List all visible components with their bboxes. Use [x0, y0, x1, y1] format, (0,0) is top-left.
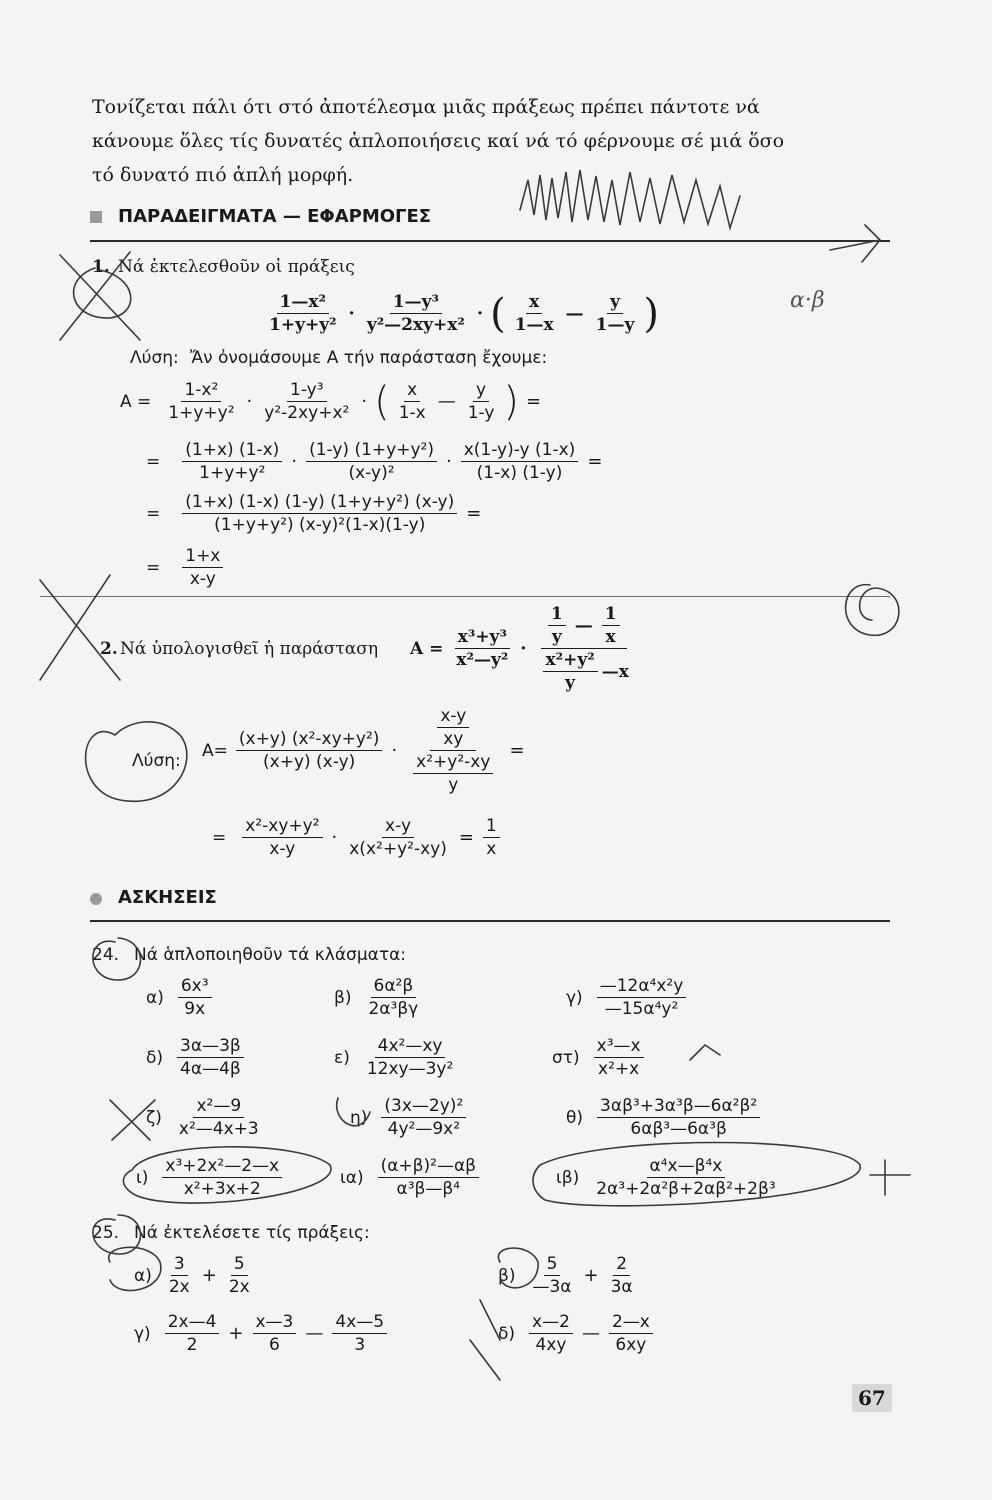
math-numerator: x—3 [253, 1312, 297, 1334]
math-denominator: 4α—4β [180, 1059, 241, 1079]
math-denominator: 1+y+y² [168, 403, 235, 423]
math-denominator: x²—y² [456, 650, 509, 670]
math-numerator: (α+β)²—αβ [378, 1156, 479, 1178]
intro-line-1: Τονίζεται πάλι ότι στό ἀποτέλεσμα μιᾶς πράξεως πρέπει πάντοτε νά [92, 96, 760, 118]
solution-step-1 [120, 380, 546, 423]
item-label: ε) [334, 1047, 350, 1068]
math-numerator: 3αβ³+3α³β—6α²β² [597, 1096, 760, 1118]
intro-line-2: κάνουμε ὅλες τίς δυνατές ἁπλοποιήσεις καί νά τό φέρνουμε σέ μιά ὅσο [92, 130, 785, 152]
exercise-24-item-g [146, 1096, 266, 1139]
solution-2-step-2 [212, 816, 504, 859]
math-operator: + [583, 1265, 599, 1286]
math-equals: = [509, 740, 525, 761]
scribble-spiral [846, 585, 899, 636]
compound-numerator [430, 706, 476, 751]
math-paren: ( [374, 378, 390, 425]
solution-step-2 [146, 440, 607, 483]
math-denominator: y²-2xy+x² [264, 403, 350, 423]
math-symbol: Α = [120, 391, 152, 412]
math-equals: = [466, 503, 482, 524]
item-label: ζ) [146, 1107, 162, 1128]
example-prompt: Νά ἐκτελεσθοῦν οἱ πράξεις [118, 257, 355, 277]
math-numerator: 1 [483, 816, 500, 838]
math-denominator: —3α [532, 1277, 572, 1297]
math-equals: = [212, 827, 227, 848]
section-bullet-icon [90, 893, 102, 905]
exercise-number: 24. [92, 945, 120, 965]
exercise-24-item-c [566, 976, 690, 1019]
handwritten-note: α·β [790, 288, 825, 313]
math-numerator: x²-xy+y² [242, 816, 322, 838]
example-1-expression [262, 292, 661, 335]
exercise-24-item-a [146, 976, 216, 1019]
math-denominator: (x+y) (x-y) [263, 752, 356, 772]
math-paren: ) [643, 290, 659, 337]
item-label: ια) [340, 1167, 364, 1188]
math-operator: — [305, 1323, 324, 1344]
math-denominator: 4y²—9x² [387, 1119, 461, 1139]
math-numerator: 1-x² [181, 380, 221, 402]
exercise-prompt: Νά ἁπλοποιηθοῦν τά κλάσματα: [134, 945, 407, 965]
solution-text: Ἄν ὀνομάσουμε Α τήν παράσταση ἔχουμε: [190, 348, 548, 368]
math-denominator: 6xy [615, 1335, 647, 1355]
math-denominator: x²+3x+2 [183, 1179, 261, 1199]
math-numerator: α⁴x—β⁴x [647, 1156, 726, 1178]
exercise-24-item-d [146, 1036, 248, 1079]
math-operator: — [574, 615, 593, 636]
item-label: δ) [498, 1323, 516, 1344]
math-numerator: (1+x) (1-x) [182, 440, 282, 462]
math-equals: = [458, 827, 474, 848]
math-denominator: y²—2xy+x² [366, 315, 465, 335]
math-numerator: 5 [231, 1254, 248, 1276]
item-label: γ) [566, 987, 583, 1008]
math-denominator: 9x [184, 999, 206, 1019]
math-numerator: x [404, 380, 420, 402]
math-denominator: —15α⁴y² [604, 999, 679, 1019]
solution-step-4 [146, 546, 227, 589]
section-divider [90, 240, 890, 242]
math-numerator: 3α—3β [177, 1036, 244, 1058]
math-denominator: y [448, 775, 459, 795]
math-numerator: x²+y² [543, 650, 598, 672]
math-denominator: x [486, 839, 497, 859]
math-denominator: x²+x [598, 1059, 640, 1079]
math-denominator: 12xy—3y² [366, 1059, 454, 1079]
math-numerator: 6x³ [178, 976, 212, 998]
math-numerator: x—2 [529, 1312, 573, 1334]
item-label: θ) [566, 1107, 584, 1128]
math-numerator: y [607, 292, 623, 314]
math-numerator: 4x²—xy [375, 1036, 446, 1058]
section-title-examples: ΠΑΡΑΔΕΙΓΜΑΤΑ — ΕΦΑΡΜΟΓΕΣ [118, 206, 432, 227]
scribble-cross-2 [40, 575, 120, 680]
exercise-prompt: Νά ἐκτελέσετε τίς πράξεις: [134, 1223, 370, 1243]
math-denominator: 2α³+2α²β+2αβ²+2β³ [596, 1179, 776, 1199]
math-numerator: x [526, 292, 542, 314]
solution-2-step-1 [202, 706, 530, 795]
item-label: η) [350, 1107, 368, 1128]
math-denominator: 4xy [535, 1335, 567, 1355]
math-numerator: 4x—5 [332, 1312, 387, 1334]
math-numerator: x²—9 [193, 1096, 244, 1118]
example-divider [40, 596, 890, 597]
math-denominator: x-y [269, 839, 296, 859]
math-numerator: 1-y³ [287, 380, 327, 402]
math-paren: ( [490, 290, 506, 337]
item-label: β) [334, 987, 352, 1008]
exercise-24-item-f [552, 1036, 648, 1079]
math-numerator: (3x—2y)² [381, 1096, 466, 1118]
math-denominator: 1-x [398, 403, 426, 423]
math-numerator: 6α²β [371, 976, 417, 998]
exercise-25-item-c [134, 1312, 391, 1355]
math-equals: = [146, 503, 161, 524]
math-denominator: 1—y [595, 315, 635, 335]
math-denominator: 1+y+y² [199, 463, 266, 483]
math-denominator: 1-y [467, 403, 495, 423]
math-operator: · [331, 827, 338, 848]
math-denominator: x²—4x+3 [178, 1119, 259, 1139]
scribble-arrow [830, 225, 880, 262]
math-symbol: Α= [202, 740, 228, 761]
math-symbol: Α = [410, 638, 444, 659]
scribble-plus [870, 1160, 910, 1195]
math-numerator: (1+x) (1-x) (1-y) (1+y+y²) (x-y) [182, 492, 457, 514]
math-denominator: (1+y+y²) (x-y)²(1-x)(1-y) [214, 515, 426, 535]
section-title-exercises: ΑΣΚΗΣΕΙΣ [118, 887, 217, 908]
example-2-expression [410, 604, 636, 693]
math-operator: · [520, 638, 527, 659]
math-numerator: x(1-y)-y (1-x) [461, 440, 579, 462]
item-label: α) [134, 1265, 152, 1286]
item-label: δ) [146, 1047, 164, 1068]
math-numerator: x-y [437, 706, 469, 728]
page-number: 67 [852, 1384, 892, 1412]
item-label: α) [146, 987, 164, 1008]
exercise-25-item-b [498, 1254, 640, 1297]
example-number: 1. [92, 257, 110, 277]
exercise-25-item-d [498, 1312, 657, 1355]
math-denominator: 6αβ³—6α³β [630, 1119, 727, 1139]
math-denominator: α³β—β⁴ [396, 1179, 461, 1199]
item-label: γ) [134, 1323, 151, 1344]
math-paren: ) [503, 378, 520, 425]
exercise-24-item-j [136, 1156, 286, 1199]
math-numerator: 1—y³ [390, 292, 442, 314]
compound-denominator [536, 649, 632, 693]
math-operator: + [201, 1265, 217, 1286]
math-equals: = [146, 557, 161, 578]
math-denominator: 1+y+y² [269, 315, 337, 335]
math-operator: — [565, 303, 584, 324]
math-numerator: 1+x [182, 546, 223, 568]
math-numerator: (1-y) (1+y+y²) [306, 440, 437, 462]
math-denominator: 6 [269, 1335, 280, 1355]
math-numerator: 1 [548, 604, 566, 626]
math-operator: — [581, 1323, 600, 1344]
section-bullet-icon [90, 211, 102, 223]
exercise-24-item-e [334, 1036, 460, 1079]
math-denominator: (1-x) (1-y) [476, 463, 563, 483]
math-denominator: (x-y)² [348, 463, 395, 483]
math-operator: · [476, 303, 484, 324]
math-numerator: x³+y³ [455, 627, 510, 649]
math-operator: — [437, 391, 456, 412]
exercise-24-item-k [340, 1156, 483, 1199]
math-numerator: x³—x [594, 1036, 644, 1058]
math-operator: · [246, 391, 253, 412]
math-numerator: —12α⁴x²y [597, 976, 687, 998]
item-label: στ) [552, 1047, 580, 1068]
item-label: ι) [136, 1167, 149, 1188]
intro-paragraph [92, 90, 892, 192]
math-term: —x [601, 661, 629, 682]
math-denominator: y [565, 673, 576, 693]
math-numerator: 1—x² [277, 292, 329, 314]
math-denominator: x [605, 627, 616, 647]
math-numerator: 5 [544, 1254, 561, 1276]
exercise-25-item-a [134, 1254, 257, 1297]
math-numerator: x-y [382, 816, 414, 838]
math-denominator: 2α³βγ [368, 999, 419, 1019]
math-numerator: 3 [171, 1254, 188, 1276]
math-denominator: 3α [610, 1277, 633, 1297]
solution-step-3 [146, 492, 486, 535]
math-denominator: 2x [168, 1277, 190, 1297]
example-prompt: Νά ὑπολογισθεῖ ἡ παράσταση [120, 639, 379, 659]
math-operator: + [228, 1323, 244, 1344]
math-operator: · [361, 391, 368, 412]
math-numerator: 2 [613, 1254, 630, 1276]
math-denominator: 2 [186, 1335, 198, 1355]
exercise-24-item-i [566, 1096, 764, 1139]
math-equals: = [526, 391, 542, 412]
exercise-number: 25. [92, 1223, 120, 1243]
intro-line-3: τό δυνατό πιό ἁπλή μορφή. [92, 164, 354, 186]
math-operator: · [445, 451, 452, 472]
math-denominator: 1—x [514, 315, 554, 335]
exercise-24-item-b [334, 976, 425, 1019]
math-denominator: 2x [228, 1277, 250, 1297]
math-denominator: x-y [189, 569, 216, 589]
solution-label: Λύση: [132, 751, 181, 771]
item-label: ιβ) [556, 1167, 580, 1188]
math-denominator: 3 [354, 1335, 366, 1355]
math-denominator: x(x²+y²-xy) [349, 839, 447, 859]
math-numerator: 2x—4 [165, 1312, 220, 1334]
math-numerator: y [473, 380, 489, 402]
math-numerator: x²+y²-xy [413, 752, 493, 774]
math-numerator: (x+y) (x²-xy+y²) [236, 729, 383, 751]
math-numerator: 1 [602, 604, 620, 626]
math-operator: · [391, 740, 398, 761]
math-operator: · [291, 451, 298, 472]
math-operator: · [348, 303, 355, 324]
math-numerator: x³+2x²—2—x [162, 1156, 282, 1178]
math-numerator: 2—x [609, 1312, 653, 1334]
scribble-slash [470, 1300, 500, 1380]
math-denominator: xy [443, 729, 464, 749]
compound-denominator [406, 751, 500, 795]
item-label: β) [498, 1265, 516, 1286]
math-equals: = [587, 451, 603, 472]
solution-label: Λύση: [130, 348, 179, 368]
scribble-tick [690, 1045, 720, 1060]
math-equals: = [146, 451, 161, 472]
exercise-24-item-h [350, 1096, 470, 1139]
math-denominator: y [551, 627, 562, 647]
example-number: 2. [100, 639, 118, 659]
section-divider [90, 920, 890, 922]
exercise-24-item-l [556, 1156, 783, 1199]
compound-numerator [541, 604, 627, 649]
